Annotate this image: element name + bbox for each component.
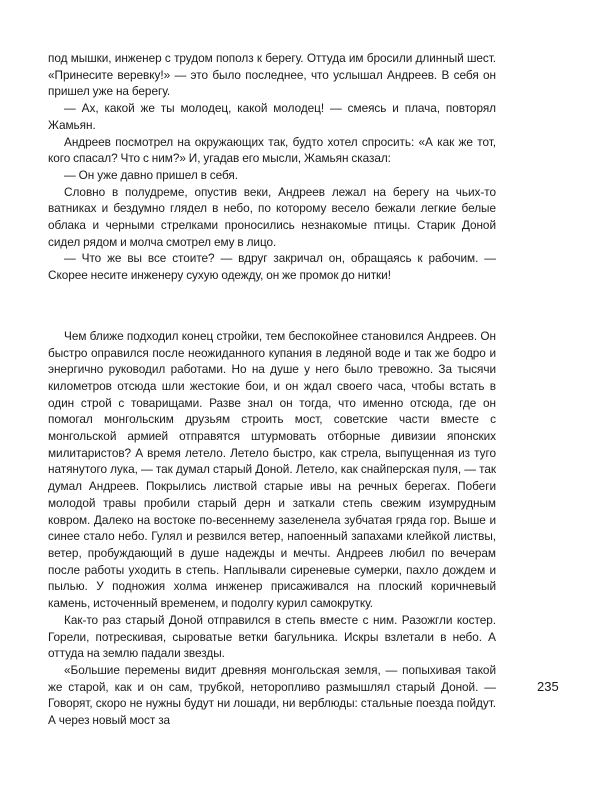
text-column (48, 50, 496, 729)
paragraph: — Что же вы все стоите? — вдруг закричал он, обращаясь к рабочим. — Скорее несите инженеру сухую одежду, он же промок до нитки! (48, 251, 496, 283)
paragraph: — Ах, какой же ты молодец, какой молодец! — смеясь и плача, повторял Жамьян. (48, 101, 496, 132)
page-number: 235 (537, 679, 559, 694)
paragraph: Андреев посмотрел на окружающих так, будто хотел спросить: «А как же тот, кого спасал? Что с ним?» И, угадав его мысли, Жамьян сказал: (48, 134, 496, 166)
paragraph: под мышки, инженер с трудом пополз к берегу. Оттуда им бросили длинный шест. «Принесите веревку!» — это было последнее, что услышал Андреев. В себя он пришел уже на берегу. (48, 51, 496, 99)
paragraph: Словно в полудреме, опустив веки, Андреев лежал на берегу на чьих-то ватниках и бездумно глядел в небо, по которому весело бежали легкие белые облака и черными стрелками проносились незнакомые птицы. Старик Доной сидел рядом и молча смотрел ему в лицо. (48, 184, 496, 249)
paragraph: Чем ближе подходил конец стройки, тем беспокойнее становился Андреев. Он быстро оправился после неожиданного купания в ледяной воде и так же бодро и энергично руководил работами. Но на душе у него было тревожно. За тысячи километров отсюда шли жестокие бои, и он ждал своего часа, чтобы встать в один строй с товарищами. Разве знал он тогда, что именно отсюда, где он помогал монгольским друзьям строить мост, советские части вместе с монгольской армией отправятся штурмовать отборные дивизии японских милитаристов? А время летело. Летело быстро, как стрела, выпущенная из туго натянутого лука, — так думал старый Доной. Летело, как снайперская пуля, — так думал Андреев. Покрылись листвой старые ивы на речных берегах. Побеги молодой травы пробили старый дерн и заткали степь свежим изумрудным ковром. Далеко на востоке по-весеннему зазеленела зубчатая гряда гор. Выше и синее стало небо. Гулял и резвился ветер, напоенный запахами клейкой листвы, ветер, пробуждающий в душе надежды и мечты. Андреев любил по вечерам после работы уходить в степь. Наплывали сиреневые сумерки, пахло дождем и пылью. У подножия холма инженер присаживался на плоский коричневый камень, источенный временем, и подолгу курил самокрутку. (48, 328, 496, 611)
section-break (48, 284, 496, 328)
paragraph: — Он уже давно пришел в себя. (64, 167, 238, 182)
paragraph: «Большие перемены видит древняя монгольская земля, — попыхивая такой же старой, как и он сам, трубкой, неторопливо размышлял старый Доной. — Говорят, скоро не нужны будут ни лошади, ни верблюды: стальные поезда пойдут. А через новый мост за (48, 662, 496, 728)
paragraph: Как-то раз старый Доной отправился в степь вместе с ним. Разожгли костер. Горели, потрескивая, сыроватые ветки багульника. Искры взлетали в небо. А оттуда на землю падали звезды. (48, 612, 496, 661)
